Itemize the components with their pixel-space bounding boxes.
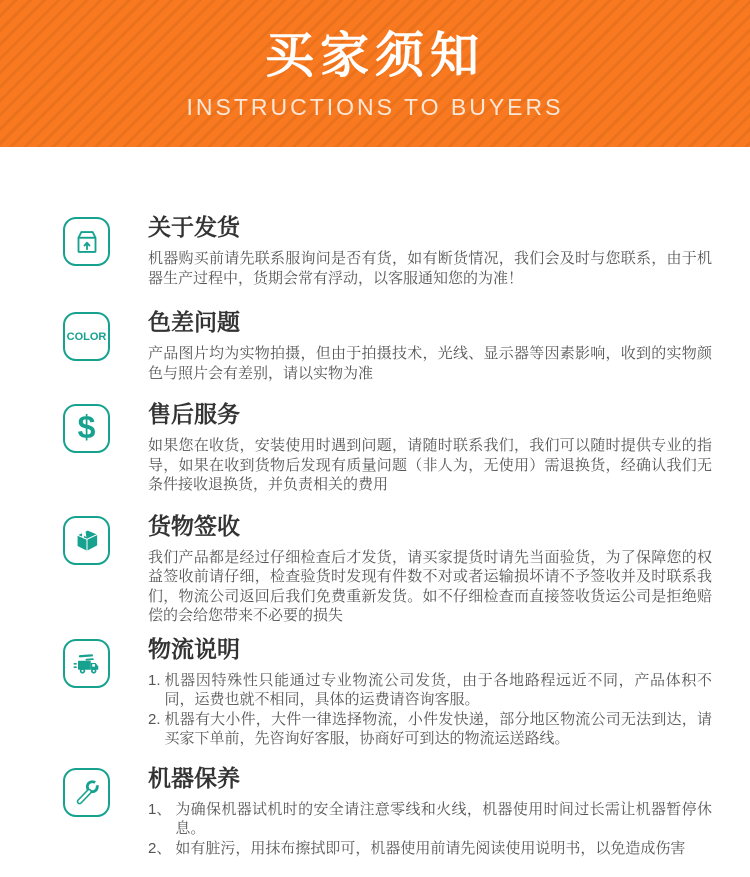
section-logistics [63,635,712,749]
section-title-shipping: 关于发货 [148,214,240,240]
list-text: 机器有大小件，大件一律选择物流，小件发快递，部分地区物流公司无法到达，请买家下单前，先咨询好客服，协商好可到达的物流运送路线。 [164,710,712,747]
section-color-difference [63,308,712,383]
section-goods-receipt [63,512,712,626]
dollar-icon [63,404,110,453]
section-list-maintenance [148,800,712,859]
package-up-arrow-icon [63,217,110,266]
section-text-shipping: 机器购买前请先联系服询问是否有货，如有断货情况，我们会及时与您联系，由于机器生产过程中，货期会常有浮动，以客服通知您的为准！ [148,250,712,287]
list-item [148,800,712,839]
dollar-icon-label: $ [77,409,96,445]
list-text: 如有脏污，用抹布擦拭即可，机器使用前请先阅读使用说明书，以免造成伤害 [175,839,686,857]
list-item [148,839,712,859]
section-shipping [63,213,712,288]
section-text-color: 产品图片均为实物拍摄，但由于拍摄技术，光线、显示器等因素影响，收到的实物颜色与照片会有差别，请以实物为准 [148,345,712,382]
section-title-logistics: 物流说明 [148,635,240,662]
page-subtitle: INSTRUCTIONS TO BUYERS [186,94,564,120]
box-3d-icon [63,516,110,565]
delivery-truck-icon [63,639,110,688]
list-marker: 2、 [148,839,172,857]
list-marker: 1. [148,671,161,689]
list-item [148,671,712,710]
list-item [148,710,712,749]
section-title-color: 色差问题 [148,309,240,335]
section-maintenance [63,764,712,859]
section-title-maintenance: 机器保养 [148,764,240,791]
section-title-goods-receipt: 货物签收 [148,512,240,539]
list-marker: 2. [148,710,161,728]
header-banner [0,0,750,147]
section-title-after-sales: 售后服务 [148,401,240,427]
section-text-after-sales: 如果您在收货，安装使用时遇到问题，请随时联系我们，我们可以随时提供专业的指导，如果在收到货物后发现有质量问题（非人为，无使用）需退换货，经确认我们无条件接收退换货，并负责相关的费用 [148,437,712,493]
list-text: 为确保机器试机时的安全请注意零线和火线，机器使用时间过长需让机器暂停休息。 [175,800,712,837]
page-title: 买家须知 [264,29,485,83]
list-marker: 1、 [148,800,172,818]
section-text-goods-receipt: 我们产品都是经过仔细检查后才发货，请买家提货时请先当面验货，为了保障您的权益签收前请仔细，检查验货时发现有件数不对或者运输损坏请不予签收并及时联系我们，物流公司返回后我们免费重新发货。如不仔细检查而直接签收货运公司是拒绝赔偿的会给您带来不必要的损失 [148,548,712,624]
color-icon-label: COLOR [66,330,107,343]
section-after-sales [63,400,712,495]
color-badge-icon [63,312,110,361]
sections-container [0,147,750,858]
list-text: 机器因特殊性只能通过专业物流公司发货，由于各地路程远近不同，产品体积不同，运费也就不相同，具体的运费请咨询客服。 [164,671,712,708]
wrench-icon [63,768,110,817]
section-list-logistics [148,671,712,749]
